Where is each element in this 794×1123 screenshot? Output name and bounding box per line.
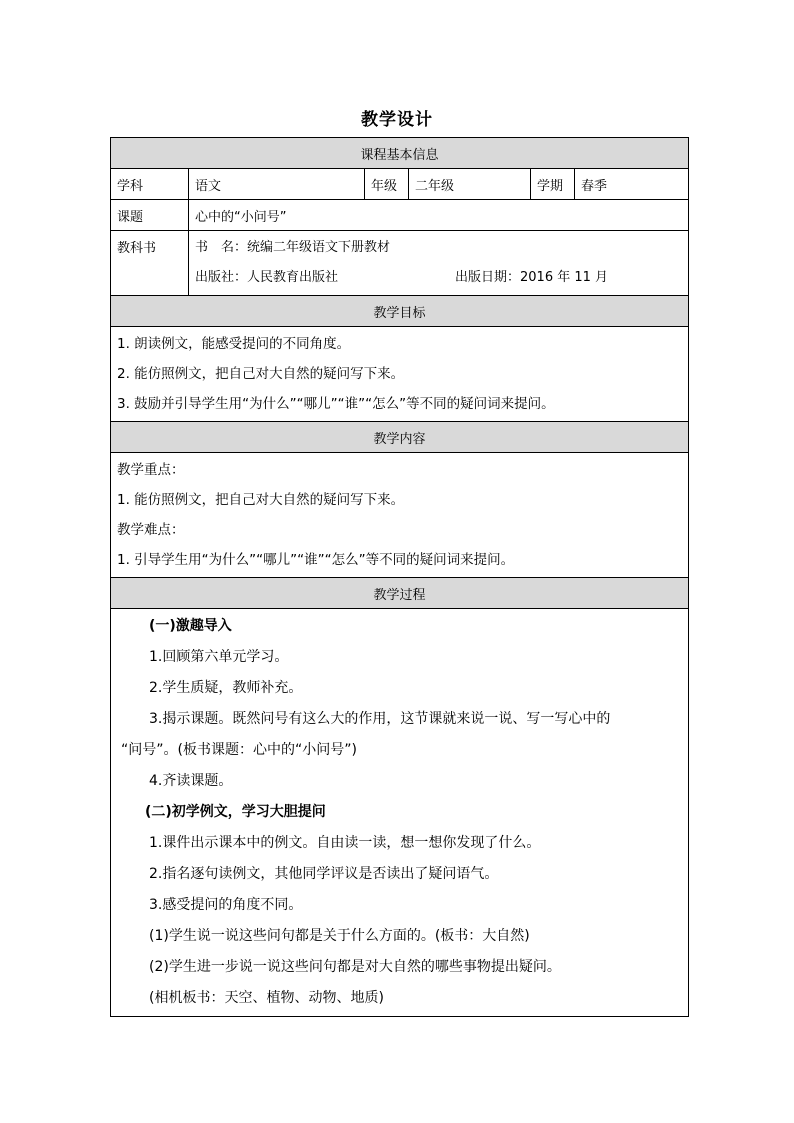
process-body [111, 609, 689, 1017]
topic-value: 心中的“小问号” [189, 200, 689, 231]
process-step: (相机板书：天空、植物、动物、地质) [149, 990, 384, 1006]
publish-date: 出版日期：2016 年 11 月 [455, 270, 609, 285]
objective-item: 1. 朗读例文，能感受提问的不同角度。 [117, 336, 351, 352]
basic-info-row [111, 169, 689, 200]
topic-row [111, 200, 689, 231]
process-step: 3.感受提问的角度不同。 [149, 897, 303, 913]
process-step: 2.指名逐句读例文，其他同学评议是否读出了疑问语气。 [149, 866, 499, 882]
difficulty-item: 1. 引导学生用“为什么”“哪儿”“谁”“怎么”等不同的疑问词来提问。 [117, 552, 515, 568]
section-title: (一)激趣导入 [149, 618, 232, 634]
subject-value: 语文 [189, 169, 365, 200]
book-name: 书 名：统编二年级语文下册教材 [195, 240, 391, 255]
process-step: 3.揭示课题。既然问号有这么大的作用，这节课就来说一说、写一写心中的 [149, 711, 611, 727]
process-step: (1)学生说一说这些问句都是关于什么方面的。(板书：大自然) [149, 928, 530, 944]
objectives-header: 教学目标 [111, 296, 689, 327]
process-step: 1.课件出示课本中的例文。自由读一读，想一想你发现了什么。 [149, 835, 541, 851]
topic-label: 课题 [111, 200, 189, 231]
key-point-item: 1. 能仿照例文，把自己对大自然的疑问写下来。 [117, 492, 405, 508]
publisher: 出版社：人民教育出版社 [195, 270, 339, 285]
objectives-list [111, 327, 689, 422]
basic-info-header: 课程基本信息 [111, 138, 689, 169]
process-step: 2.学生质疑，教师补充。 [149, 680, 303, 696]
textbook-info [189, 231, 689, 296]
term-value: 春季 [575, 169, 689, 200]
section-title: (二)初学例文，学习大胆提问 [145, 804, 326, 820]
textbook-row [111, 231, 689, 296]
subject-label: 学科 [111, 169, 189, 200]
process-step-continued: “问号”。(板书课题：心中的“小问号”) [121, 742, 357, 758]
key-points-label: 教学重点： [117, 462, 185, 478]
term-label: 学期 [531, 169, 575, 200]
process-step: (2)学生进一步说一说这些问句都是对大自然的哪些事物提出疑问。 [149, 959, 561, 975]
objective-item: 3. 鼓励并引导学生用“为什么”“哪儿”“谁”“怎么”等不同的疑问词来提问。 [117, 396, 555, 412]
difficulty-label: 教学难点： [117, 522, 185, 538]
textbook-label: 教科书 [111, 231, 189, 296]
process-step: 4.齐读课题。 [149, 773, 233, 789]
lesson-plan-table [110, 137, 689, 1017]
grade-value: 二年级 [409, 169, 531, 200]
grade-label: 年级 [365, 169, 409, 200]
content-body [111, 453, 689, 578]
process-header: 教学过程 [111, 578, 689, 609]
objective-item: 2. 能仿照例文，把自己对大自然的疑问写下来。 [117, 366, 405, 382]
process-step: 1.回顾第六单元学习。 [149, 649, 289, 665]
content-header: 教学内容 [111, 422, 689, 453]
document-title: 教学设计 [361, 110, 433, 130]
